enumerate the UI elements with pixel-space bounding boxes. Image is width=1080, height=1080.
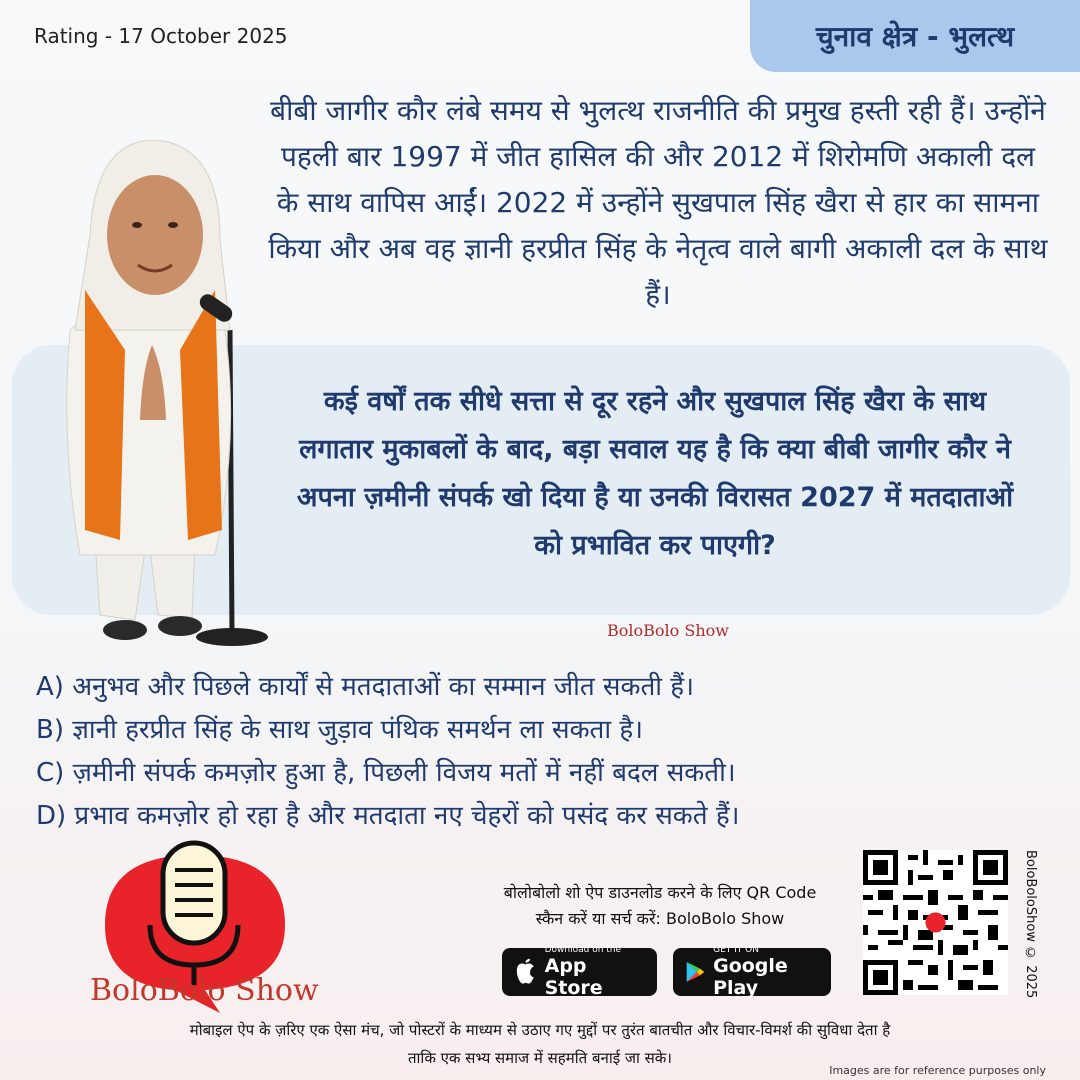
watermark-brand: BoloBolo Show bbox=[607, 621, 729, 640]
figure-illustration bbox=[40, 140, 285, 655]
app-store-button[interactable] bbox=[502, 945, 657, 999]
googleplay-small-text: GET IT ON bbox=[713, 945, 759, 955]
option-b[interactable]: B) ज्ञानी हरप्रीत सिंह के साथ जुड़ाव पंथिक समर्थन ला सकता है। bbox=[36, 715, 644, 745]
constituency-tab bbox=[750, 0, 1080, 72]
option-a[interactable]: A) अनुभव और पिछले कार्यों से मतदाताओं का सम्मान जीत सकती हैं। bbox=[36, 672, 694, 702]
googleplay-big-text: Google Play bbox=[713, 955, 788, 999]
download-instructions bbox=[470, 880, 850, 932]
logo-text: BoloBolo Show bbox=[90, 973, 319, 1008]
option-d[interactable]: D) प्रभाव कमज़ोर हो रहा है और मतदाता नए चेहरों को पसंद कर सकते हैं। bbox=[36, 801, 740, 831]
google-play-icon bbox=[685, 959, 705, 985]
appstore-small-text: Download on the bbox=[544, 945, 622, 955]
appstore-big-text: App Store bbox=[544, 955, 603, 999]
footer-line-1: मोबाइल ऐप के ज़रिए एक ऐसा मंच, जो पोस्टरों के माध्यम से उठाए गए मुद्दों पर तुरंत बातचीत और विचार-विमर्श की सुविधा देता है bbox=[189, 1021, 891, 1039]
intro-paragraph: बीबी जागीर कौर लंबे समय से भुलत्थ राजनीति की प्रमुख हस्ती रही हैं। उन्होंने पहली बार 1997 में जीत हासिल की और 2012 में शिरोमणि अकाली दल के साथ वापिस आईं। 2022 में उन्होंने सुखपाल सिंह खैरा से हार का सामना किया और अब वह ज्ञानी हरप्रीत सिंह के नेतृत्व वाले बागी अकाली दल के साथ हैं। bbox=[268, 94, 1048, 311]
footer-line-2: ताकि एक सभ्य समाज में सहमति बनाई जा सके। bbox=[408, 1049, 672, 1067]
apple-icon bbox=[514, 958, 537, 986]
option-c[interactable]: C) ज़मीनी संपर्क कमज़ोर हुआ है, पिछली विजय मतों में नहीं बदल सकती। bbox=[36, 758, 736, 788]
rating-date: Rating - 17 October 2025 bbox=[34, 24, 288, 48]
google-play-button[interactable] bbox=[673, 945, 831, 999]
download-line-1: बोलोबोलो शो ऐप डाउनलोड करने के लिए QR Code bbox=[503, 883, 817, 902]
copyright-text: BoloBoloShow © 2025 bbox=[1023, 850, 1038, 999]
constituency-label: चुनाव क्षेत्र - भुलत्थ bbox=[815, 20, 1015, 53]
disclaimer-text: Images are for reference purposes only bbox=[829, 1064, 1046, 1077]
answer-options bbox=[36, 666, 1056, 838]
qr-code[interactable] bbox=[863, 850, 1008, 995]
question-text: कई वर्षों तक सीधे सत्ता से दूर रहने और सुखपाल सिंह खैरा के साथ लगातार मुकाबलों के बाद, बड़ा सवाल यह है कि क्या बीबी जागीर कौर ने अपना ज़मीनी संपर्क खो दिया है या उनकी विरासत 2027 में मतदाताओं को प्रभावित कर पाएगी? bbox=[296, 386, 1014, 561]
download-line-2: स्कैन करें या सर्च करें: BoloBolo Show bbox=[535, 909, 785, 928]
